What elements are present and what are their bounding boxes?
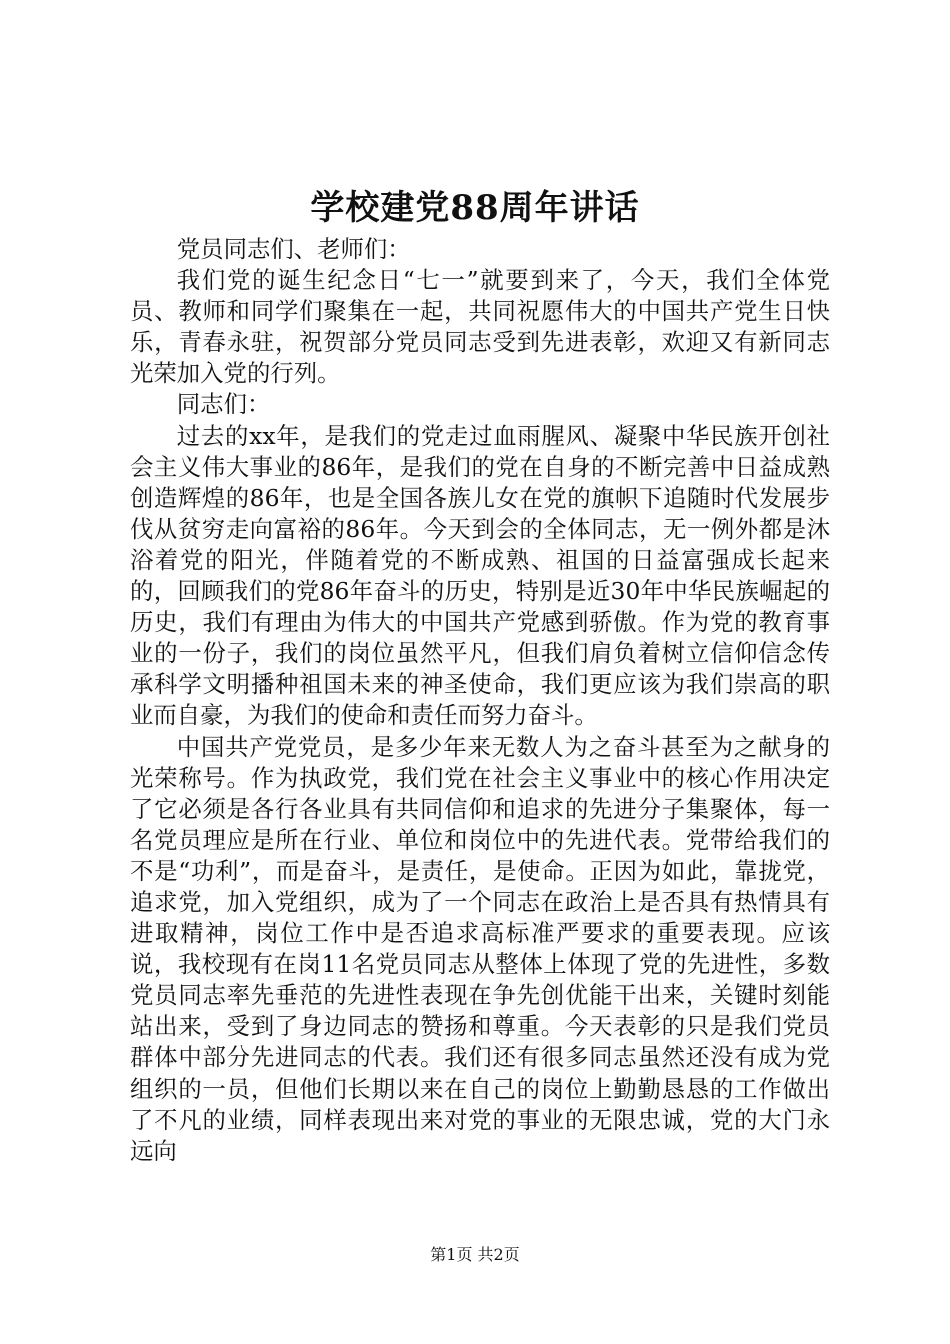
- paragraph-address: 同志们：: [176, 390, 271, 419]
- paragraph-members: 中国共产党党员，是多少年来无数人为之奋斗甚至为之献身的光荣称号。作为执政党，我们党在社会主义事业中的核心作用决定了它必须是各行各业具有共同信仰和追求的先进分子集聚体，每一名党员理应是所在行业、单位和岗位中的先进代表。党带给我们的不是“功利”，而是奋斗，是责任，是使命。正因为如此，靠拢党，追求党，加入党组织，成为了一个同志在政治上是否具有热情具有进取精神，岗位工作中是否追求高标准严要求的重要表现。应该说，我校现有在岗11名党员同志从整体上体现了党的先进性，多数党员同志率先垂范的先进性表现在争先创优能干出来，关键时刻能站出来，受到了身边同志的赞扬和尊重。今天表彰的只是我们党员群体中部分先进同志的代表。我们还有很多同志虽然还没有成为党组织的一员，但他们长期以来在自己的岗位上勤勤恳恳的工作做出了不凡的业绩，同样表现出来对党的事业的无限忠诚，党的大门永远向: [130, 732, 830, 1165]
- page-footer: 第1页 共2页: [430, 1245, 520, 1264]
- document-title: 学校建党88周年讲话: [310, 188, 640, 228]
- paragraph-salutation: 党员同志们、老师们：: [176, 235, 411, 263]
- paragraph-history: 过去的xx年，是我们的党走过血雨腥风、凝聚中华民族开创社会主义伟大事业的86年，是我们的党在自身的不断完善中日益成熟创造辉煌的86年，也是全国各族儿女在党的旗帜下追随时代发展步伐从贫穷走向富裕的86年。今天到会的全体同志，无一例外都是沐浴着党的阳光，伴随着党的不断成熟、祖国的日益富强成长起来的，回顾我们的党86年奋斗的历史，特别是近30年中华民族崛起的历史，我们有理由为伟大的中国共产党感到骄傲。作为党的教育事业的一份子，我们的岗位虽然平凡，但我们肩负着树立信仰信念传承科学文明播种祖国未来的神圣使命，我们更应该为我们崇高的职业而自豪，为我们的使命和责任而努力奋斗。: [130, 421, 830, 730]
- document-body: [130, 234, 830, 1167]
- paragraph-opening: 我们党的诞生纪念日“七一”就要到来了，今天，我们全体党员、教师和同学们聚集在一起，共同祝愿伟大的中国共产党生日快乐，青春永驻，祝贺部分党员同志受到先进表彰，欢迎又有新同志光荣加入党的行列。: [130, 266, 830, 388]
